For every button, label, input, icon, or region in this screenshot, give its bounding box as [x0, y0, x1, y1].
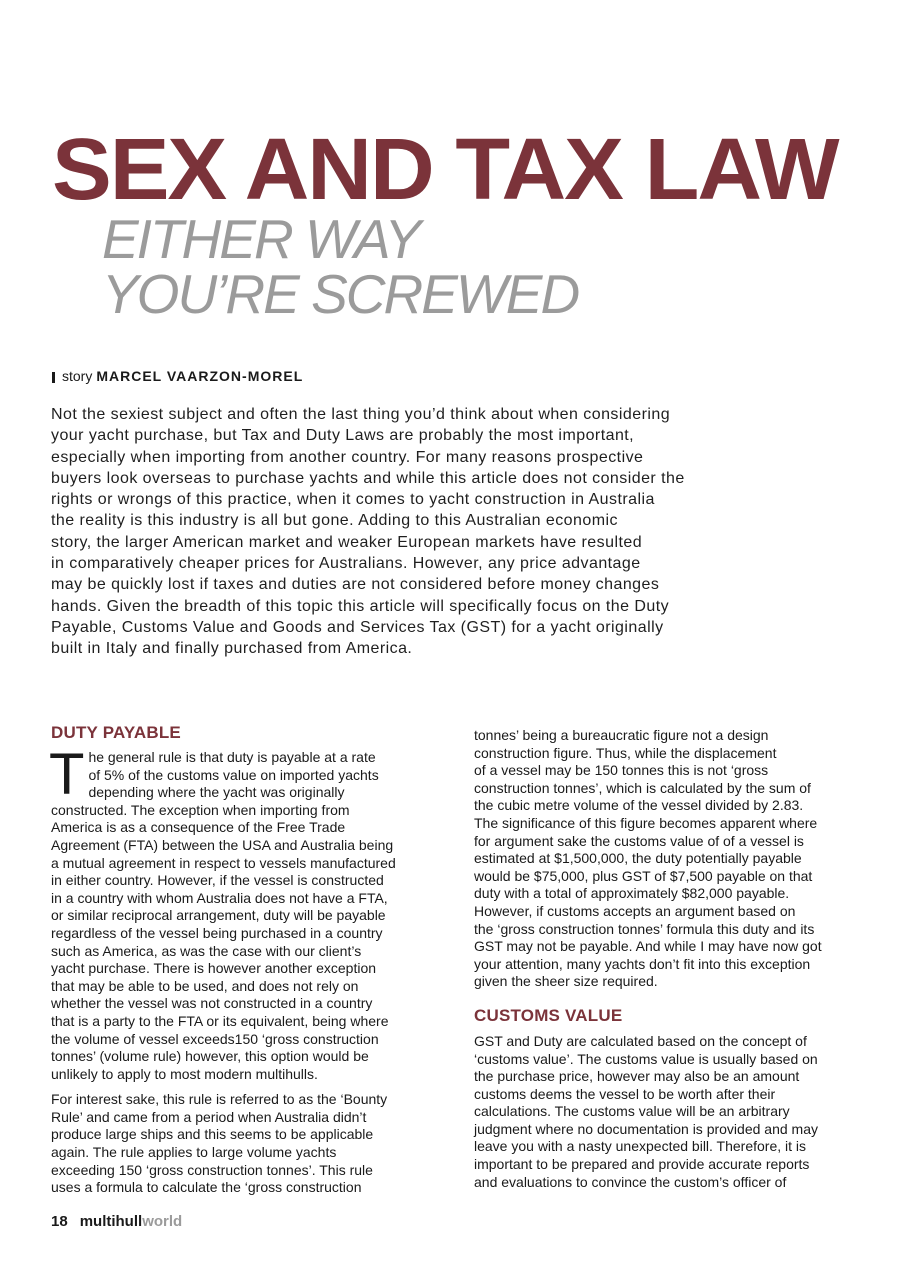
text-line: in a country with whom Australia does not have a FTA,: [51, 889, 388, 906]
text-line: judgment where no documentation is provided and may: [474, 1120, 818, 1137]
text-line: the purchase price, however may also be an amount: [474, 1068, 800, 1085]
article-subtitle-line-2: YOU’RE SCREWED: [102, 263, 579, 325]
byline-prefix: story: [62, 368, 93, 384]
text-line: tonnes’ (volume rule) however, this option would be: [51, 1048, 369, 1065]
text-line: your attention, many yachts don’t fit into this exception: [474, 955, 811, 972]
text-line: However, if customs accepts an argument based on: [474, 902, 796, 919]
intro-line: Payable, Customs Value and Goods and Services Tax (GST) for a yacht originally: [51, 618, 664, 636]
text-line: uses a formula to calculate the ‘gross construction: [51, 1179, 362, 1196]
article-subtitle-line-1: EITHER WAY: [102, 208, 420, 270]
text-line: Rule’ and came from a period when Australia didn’t: [51, 1108, 367, 1125]
text-line: of 5% of the customs value on imported yachts: [88, 766, 379, 783]
text-line: for argument sake the customs value of of a vessel is: [474, 832, 804, 849]
text-line: important to be prepared and provide accurate reports: [474, 1156, 810, 1173]
intro-line: built in Italy and finally purchased from America.: [51, 640, 413, 658]
duty-paragraph-1: [49, 742, 436, 1083]
text-line: ‘customs value’. The customs value is usually based on: [474, 1050, 818, 1067]
text-line: again. The rule applies to large volume yachts: [51, 1144, 337, 1161]
text-line: Agreement (FTA) between the USA and Australia being: [51, 836, 394, 853]
left-column: [51, 722, 436, 1197]
drop-cap: T: [49, 742, 85, 807]
byline: [52, 368, 303, 384]
text-line: GST and Duty are calculated based on the concept of: [474, 1032, 807, 1049]
text-line: exceeding 150 ‘gross construction tonnes’. This rule: [51, 1161, 373, 1178]
magazine-brand-part-1: multihull: [79, 1213, 143, 1230]
text-line: would be $75,000, plus GST of $7,500 payable on that: [474, 867, 813, 884]
text-line: a mutual agreement in respect to vessels manufactured: [51, 854, 396, 871]
customs-paragraph: [474, 1033, 859, 1191]
text-line: whether the vessel was not constructed in a country: [51, 995, 373, 1012]
text-line: that may be able to be used, and does not rely on: [51, 977, 359, 994]
text-line: or similar reciprocal arrangement, duty will be payable: [51, 907, 386, 924]
intro-line: Not the sexiest subject and often the last thing you’d think about when considering: [51, 406, 671, 423]
intro-line: buyers look overseas to purchase yachts and while this article does not consider the: [51, 469, 685, 487]
text-line: leave you with a nasty unexpected bill. Therefore, it is: [474, 1138, 807, 1155]
duty-paragraph-2: [51, 1091, 436, 1197]
text-line: the volume of vessel exceeds150 ‘gross construction: [51, 1030, 379, 1047]
text-line: constructed. The exception when importing from: [51, 801, 350, 818]
text-line: duty with a total of approximately $82,000 payable.: [474, 885, 790, 902]
text-line: customs deems the vessel to be worth after their: [474, 1085, 776, 1102]
text-line: The significance of this figure becomes apparent where: [474, 814, 818, 831]
text-line: estimated at $1,500,000, the duty potentially payable: [474, 850, 802, 867]
text-line: construction figure. Thus, while the displacement: [474, 744, 777, 761]
page-footer: [51, 1213, 182, 1230]
text-line: calculations. The customs value will be an arbitrary: [474, 1103, 790, 1120]
byline-author: MARCEL VAARZON-MOREL: [96, 368, 304, 384]
text-line: given the sheer size required.: [474, 973, 658, 990]
page-number: 18: [51, 1213, 68, 1230]
text-line: and evaluations to convince the custom’s officer of: [474, 1173, 787, 1190]
text-line: produce large ships and this seems to be applicable: [51, 1126, 374, 1143]
intro-line: hands. Given the breadth of this topic this article will specifically focus on the Duty: [51, 597, 670, 615]
heading-duty-payable: DUTY PAYABLE: [51, 723, 181, 742]
text-line: that is a party to the FTA or its equivalent, being where: [51, 1012, 389, 1029]
text-line: GST may not be payable. And while I may have now got: [474, 938, 822, 955]
byline-bar-icon: [52, 372, 55, 383]
intro-line: in comparatively cheaper prices for Australians. However, any price advantage: [51, 555, 641, 573]
heading-customs-value: CUSTOMS VALUE: [474, 1005, 623, 1025]
text-line: construction tonnes’, which is calculated by the sum of: [474, 779, 811, 796]
text-line: the ‘gross construction tonnes’ formula this duty and its: [474, 920, 815, 937]
intro-paragraph: [51, 404, 771, 660]
intro-line: rights or wrongs of this practice, when it comes to yacht construction in Australia: [51, 491, 655, 509]
text-line: he general rule is that duty is payable at a rate: [88, 749, 376, 765]
article-title: SEX AND TAX LAW: [52, 121, 838, 218]
intro-line: story, the larger American market and weaker European markets have resulted: [51, 533, 643, 551]
text-line: For interest sake, this rule is referred to as the ‘Bounty: [51, 1091, 388, 1108]
right-column: [474, 727, 859, 1191]
text-line: depending where the yacht was originally: [88, 784, 345, 801]
intro-line: the reality is this industry is all but gone. Adding to this Australian economic: [51, 512, 618, 530]
intro-line: may be quickly lost if taxes and duties are not considered before money changes: [51, 576, 660, 594]
text-line: of a vessel may be 150 tonnes this is not ‘gross: [474, 762, 769, 779]
text-line: unlikely to apply to most modern multihulls.: [51, 1065, 318, 1082]
text-line: in either country. However, if the vessel is constructed: [51, 872, 384, 889]
text-line: America is as a consequence of the Free Trade: [51, 819, 346, 836]
intro-line: especially when importing from another country. For many reasons prospective: [51, 448, 644, 466]
intro-line: your yacht purchase, but Tax and Duty Laws are probably the most important,: [51, 427, 635, 445]
text-line: such as America, as was the case with our client’s: [51, 942, 362, 959]
magazine-brand-part-2: world: [142, 1213, 183, 1230]
text-line: the cubic metre volume of the vessel divided by 2.83.: [474, 797, 804, 814]
text-line: yacht purchase. There is however another exception: [51, 960, 377, 977]
duty-paragraph-continued: [474, 727, 859, 991]
text-line: regardless of the vessel being purchased in a country: [51, 924, 383, 941]
text-line: tonnes’ being a bureaucratic figure not a design: [474, 727, 769, 743]
